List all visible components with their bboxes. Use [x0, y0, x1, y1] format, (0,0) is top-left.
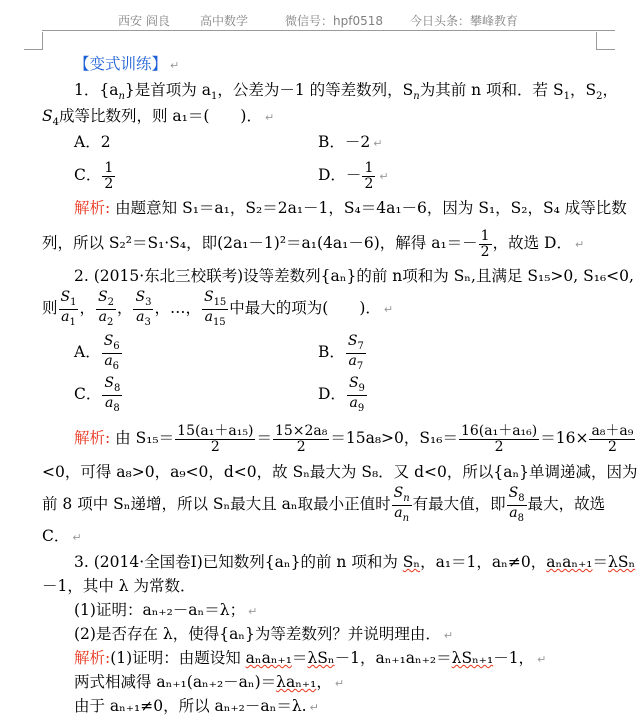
- q3-part1: (1)证明：aₙ₊₂－aₙ＝λ； ↵: [74, 601, 258, 619]
- q2-option-a: A． $\frac{S_6}{a_6}$: [74, 333, 120, 372]
- corner-mark-right-h: [597, 49, 615, 50]
- q1-option-c: C． $\frac{1}{2}$: [74, 159, 114, 192]
- q3-stem-line2: －1，其中 λ 为常数．: [42, 577, 196, 595]
- q3-part2: (2)是否存在 λ，使得{aₙ}为等差数列？并说明理由． ↵: [74, 625, 454, 643]
- q2-option-d: D． $\frac{S_9}{a_9}$: [318, 375, 365, 414]
- q2-option-c: C． $\frac{S_8}{a_8}$: [74, 375, 121, 414]
- q1-stem-line1: 1．$\{a_n\}$是首项为 $a_1$，公差为－1 的等差数列，$S_n$为其前 n 项和．若 $S_1$，$S_2$，: [74, 81, 618, 103]
- q2-stem-line1: 2. (2015·东北三校联考)设等差数列{aₙ}的前 n项和为 Sₙ,且满足 S₁₅>0, S₁₆<0,: [74, 267, 634, 285]
- q3-solution-line1: 解析:(1)证明：由题设知 aₙaₙ₊₁＝λSₙ－1，aₙ₊₁aₙ₊₂＝λSₙ₊₁－1， ↵: [74, 649, 547, 667]
- page-header: [0, 0, 640, 34]
- q2-solution-line2: <0，可得 a₈>0，a₉<0，d<0，故 Sₙ最大为 S₈．又 d<0，所以{aₙ}单调递减，因为: [42, 463, 638, 481]
- q1-solution-line1: 解析: 由题意知 S₁＝a₁，S₂＝2a₁－1，S₄＝4a₁－6，因为 S₁，S₂，S₄ 成等比数: [74, 199, 627, 217]
- solution-label: 解析:: [74, 429, 111, 447]
- fraction: $\frac{1}{2}$: [480, 227, 490, 260]
- corner-mark-right: [596, 32, 615, 50]
- q3-solution-line3: 由于 aₙ₊₁≠0，所以 aₙ₊₂－aₙ＝λ. ↵: [74, 697, 319, 715]
- q2-solution-line3: 前 8 项中 Sₙ递增，所以 Sₙ最大且 aₙ取最小正值时 $\frac{S_n}{a_n}$ 有最大值，即 $\frac{S_8}{a_8}$ 最大，故选: [42, 485, 606, 524]
- section-title: [74, 54, 179, 76]
- q2-solution-line1: 解析: 由 S₁₅＝ $\frac{\text{15(a₁＋a₁₅)}}{2}$ ＝ $\frac{\text{15×2a₈}}{2}$ ＝15a₈>0，S₁₆＝ $\frac{\text{16(a₁＋a₁₆)}}{2}$ ＝16× $\frac{\text{a₈＋a₉}}{2}$: [74, 422, 634, 455]
- q1-option-b: B．－2 ↵: [318, 133, 383, 151]
- fraction: $\frac{1}{2}$: [104, 159, 114, 192]
- q1-stem-line2: $S_4$成等比数列，则 a₁＝( )． ↵: [42, 107, 275, 129]
- q3-solution-line2: 两式相减得 aₙ₊₁(aₙ₊₂－aₙ)＝λaₙ₊₁， ↵: [74, 673, 345, 691]
- fraction: $\frac{1}{2}$: [364, 159, 374, 192]
- header-location: 西安 阎良: [118, 14, 170, 28]
- header-rule: [42, 30, 615, 31]
- corner-mark-left: [24, 32, 43, 50]
- header-subject: 高中数学: [200, 14, 249, 28]
- section-title-text: 【变式训练】: [74, 55, 168, 73]
- solution-label: 解析:: [74, 199, 111, 217]
- q1-option-a: A．2: [74, 133, 111, 151]
- q3-stem-line1: 3. (2014·全国卷Ⅰ)已知数列{aₙ}的前 n 项和为 Sₙ，a₁＝1，aₙ≠0，aₙaₙ₊₁＝λSₙ: [74, 553, 636, 571]
- q1-option-d: D．－ $\frac{1}{2}$ ↵: [318, 159, 389, 192]
- corner-mark-left-h: [24, 49, 42, 50]
- q2-option-b: B． $\frac{S_7}{a_7}$: [318, 333, 364, 372]
- solution-label: 解析:: [74, 649, 111, 667]
- q2-stem-line2: 则 $\frac{S_1}{a_1}$ ， $\frac{S_2}{a_2}$ ， $\frac{S_3}{a_3}$ ，…， $\frac{S_{15}}{a_{15}}$ 中最大的项为( )． ↵: [42, 289, 394, 328]
- q1-solution-line2: 列，所以 S₂²＝S₁·S₄，即(2a₁－1)²＝a₁(4a₁－6)，解得 a₁＝－ $\frac{1}{2}$ ，故选 D． ↵: [42, 227, 585, 260]
- header-toutiao: 今日头条：攀峰教育: [410, 14, 519, 28]
- paragraph-mark: ↵: [170, 59, 180, 72]
- header-wechat: 微信号：hpf0518: [285, 14, 383, 28]
- q2-solution-line4: C． ↵: [42, 527, 82, 545]
